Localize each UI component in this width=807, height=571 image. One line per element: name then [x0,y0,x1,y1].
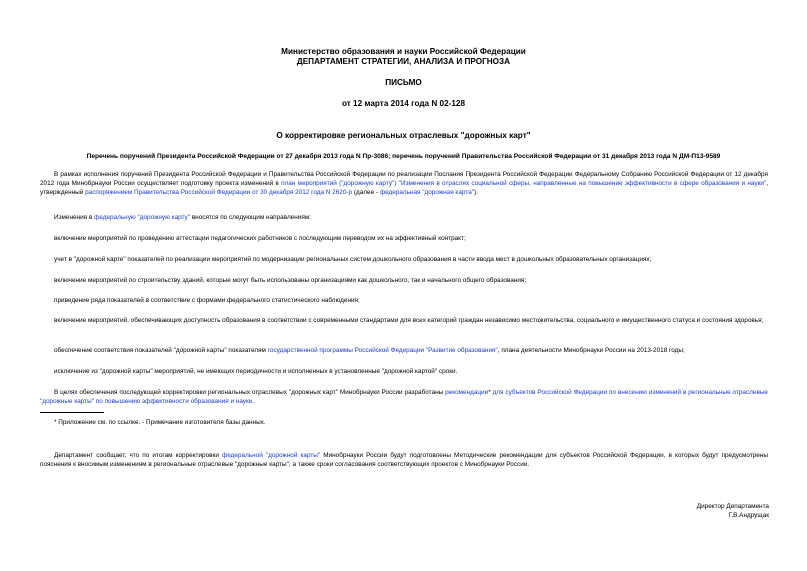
paragraph-changes [40,213,768,222]
roadmap-plan-link[interactable]: план мероприятий ("дорожную карту") "Изменения в отраслях социальной сферы, направленные на повышение эффективности в сфере образования и науки" [281,180,767,187]
ministry-title: Министерство образования и науки Российской Федерации [281,47,526,56]
recommendations-subjects-link[interactable]: для субъектов Российской Федерации по внесению изменений в региональные отраслевые "дорожные карты" по повышению эффективности образования и науки [40,389,768,405]
text: (далее - [352,189,380,196]
footnote-separator [40,412,104,413]
signature-name: Г.В.Андрущак [728,512,769,519]
federal-roadmap-link-2[interactable]: федеральную "дорожную карту" [94,214,190,221]
paragraph-recommendations [40,388,768,406]
text: * [488,389,493,396]
paragraph-conclusion [40,451,768,469]
text: Изменения в [54,214,95,221]
department-title: ДЕПАРТАМЕНТ СТРАТЕГИИ, АНАЛИЗА И ПРОГНОЗА [296,57,511,66]
list-item-exclusion: исключение из "дорожной карты" мероприятий, не имеющих периодичности и исполненных в установленные "дорожной картой" сроки. [54,368,458,375]
state-program-link[interactable]: государственной программы Российской Федерации "Развитие образования" [267,347,498,354]
footnote: * Приложение см. по ссылке. - Примечание изготовителя базы данных. [54,419,266,426]
text: . [252,398,255,405]
list-item-program [40,346,768,355]
paragraph-intro [40,170,768,197]
list-item-attestation: включение мероприятий по проведению аттестации педагогических работников с последующим переводом их на эффективный контракт; [54,235,466,242]
text: ). [474,189,478,196]
list-item-construction: включение мероприятий по строительству зданий, которые могут быть использованы организациями как дошкольного, так и начального общего образования; [54,277,527,284]
text: обеспечение соответствия показателей "дорожной карты" показателям [54,347,268,354]
text: Департамент сообщает, что по итогам корректировки [54,452,223,459]
list-item-preschool: учет в "дорожной карте" показателей по реализации мероприятий по модернизации региональных систем дошкольного образования в части ввода мест в дошкольных образовательных организациях; [54,256,652,263]
document-type: ПИСЬМО [385,78,422,87]
document-date-number: от 12 марта 2014 года N 02-128 [341,99,466,108]
text: В рамках исполнения поручений Президента Российской Федерации и Правительства Российской Федерации по реализации Послания Президента Российской Федерации Федеральному Собранию Российской Федерации от 12 декабря 2012 года Минобрнауки России осуществляет подготовку проекта изменений в [40,171,768,187]
text: вносятся по следующим направлениям: [190,214,311,221]
text: Минобрнауки России будут подготовлены Методические рекомендации для субъектов Российской Федерации, в которых будут предусмотрены пояснения к вносимым изменениям в региональные отраслевые "дорожные карты", а также сроки согласования соответствующих проектов с Минобрнауки России. [40,452,768,468]
federal-roadmap-link-3[interactable]: федеральной "дорожной карты" [222,452,321,459]
signature-position: Директор Департамента [696,503,769,510]
recommendations-link[interactable]: рекомендации [445,389,489,396]
list-item-accessibility: включение мероприятий, обеспечивающих доступность образования в соответствии с современными стандартами для всех категорий граждан независимо местожительства, социального и имущественного статуса и состояния здоровья; [54,317,764,324]
document-subject: О корректировке региональных отраслевых "дорожных карт" [276,131,531,140]
list-item-statistics: приведение ряда показателей в соответствие с формами федерального статистического наблюдения; [54,297,360,304]
government-order-link[interactable]: распоряжением Правительства Российской Федерации от 30 декабря 2012 года N 2620-р [85,189,353,196]
document-reference: Перечень поручений Президента Российской Федерации от 27 декабря 2013 года N Пр-3086; перечень поручений Правительства Российской Федерации от 31 декабря 2013 года N ДМ-П13-9589 [86,153,721,160]
text: , утвержденный [40,180,768,196]
text: , плана деятельности Минобрнауки России на 2013-2018 годы; [497,347,685,354]
text: В целях обеспечения последующей корректировки региональных отраслевых "дорожных карт" Минобрнауки России разработаны [54,389,446,396]
federal-roadmap-link[interactable]: федеральная "дорожная карта" [379,189,475,196]
